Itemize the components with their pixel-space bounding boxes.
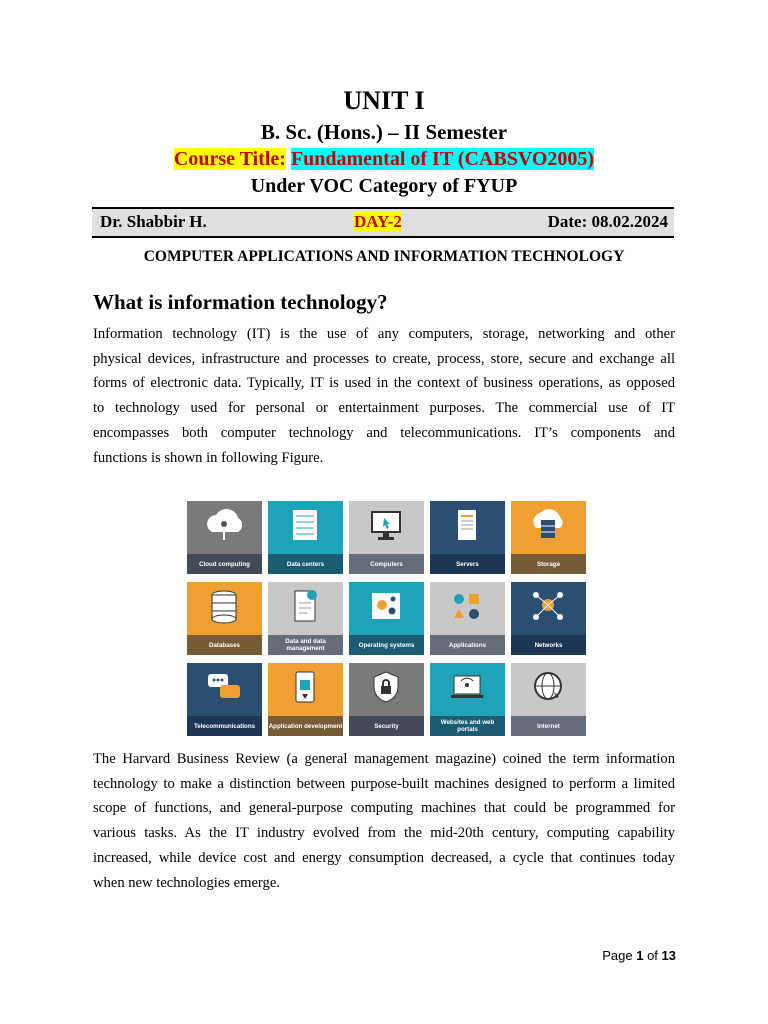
paragraph-intro bbox=[93, 322, 675, 470]
figure-tile bbox=[268, 501, 343, 574]
shield-lock-icon bbox=[366, 668, 406, 706]
tile-caption: Databases bbox=[209, 641, 240, 649]
network-icon bbox=[528, 587, 568, 625]
tile-caption: Data and data management bbox=[285, 638, 326, 652]
figure-tile bbox=[187, 582, 262, 655]
figure-tile bbox=[511, 501, 586, 574]
tile-caption: Operating systems bbox=[358, 641, 415, 649]
tile-caption: Networks bbox=[534, 641, 563, 649]
paragraph-line: encompasses both computer technology and telecommunications. IT’s components and bbox=[93, 424, 675, 441]
tile-caption: Storage bbox=[536, 560, 561, 568]
it-components-figure bbox=[185, 499, 583, 739]
paragraph-line: physical devices, infrastructure and processes to create, process, store, secure and exchange all bbox=[93, 350, 675, 367]
figure-tile bbox=[430, 582, 505, 655]
paragraph-history bbox=[93, 747, 675, 895]
date-text: Date: 08.02.2024 bbox=[547, 212, 668, 231]
storage-icon bbox=[528, 506, 568, 544]
tile-caption: Internet bbox=[537, 722, 560, 730]
unit-title: UNIT I bbox=[343, 86, 425, 115]
tile-caption: Servers bbox=[456, 560, 479, 568]
server-icon bbox=[447, 506, 487, 544]
figure-tile bbox=[511, 582, 586, 655]
figure-tile bbox=[187, 663, 262, 736]
course-title-label: Course Title: bbox=[173, 148, 286, 170]
page-of: of bbox=[647, 948, 658, 963]
author-name: Dr. Shabbir H. bbox=[100, 212, 207, 231]
server-rack-icon bbox=[285, 506, 325, 544]
paragraph-line: increased, while device cost and energy consumption decreased, a cycle that continues today bbox=[93, 849, 675, 866]
data-document-icon bbox=[285, 587, 325, 625]
semester-title: B. Sc. (Hons.) – II Semester bbox=[260, 120, 508, 144]
figure-tile bbox=[268, 663, 343, 736]
chat-bubbles-icon bbox=[204, 668, 244, 706]
figure-tile bbox=[349, 663, 424, 736]
tile-caption: Cloud computing bbox=[199, 560, 250, 568]
paragraph-line: to technology used for personal or entertainment purposes. The commercial use of IT bbox=[93, 400, 675, 417]
course-title bbox=[0, 148, 768, 171]
phone-app-icon bbox=[285, 668, 325, 706]
page-number bbox=[602, 948, 676, 963]
laptop-wifi-icon bbox=[447, 668, 487, 706]
page-current: 1 bbox=[636, 948, 644, 963]
paragraph-line: technology to make a distinction between purpose-built machines designed to perform a limited bbox=[93, 775, 675, 792]
tile-caption: Applications bbox=[448, 641, 487, 649]
section-heading: What is information technology? bbox=[93, 290, 388, 314]
tile-caption: Telecommunications bbox=[193, 722, 256, 730]
tile-caption: Data centers bbox=[286, 560, 325, 568]
figure-tile bbox=[349, 501, 424, 574]
database-icon bbox=[204, 587, 244, 625]
paragraph-line: various tasks. As the IT industry evolved from the mid-20th century, computing capability bbox=[93, 825, 675, 842]
paragraph-line: The Harvard Business Review (a general management magazine) coined the term information bbox=[93, 751, 675, 767]
globe-icon bbox=[528, 668, 568, 706]
page-prefix: Page bbox=[602, 948, 633, 963]
paragraph-line: forms of electronic data. Typically, IT is used in the context of business operations, as opposed bbox=[93, 375, 675, 392]
tile-caption: Websites and web portals bbox=[440, 719, 495, 733]
paragraph-line: scope of functions, and general-purpose computing machines that could be programmed for bbox=[93, 800, 675, 817]
page-total: 13 bbox=[661, 948, 676, 963]
paragraph-line: functions is shown in following Figure. bbox=[93, 449, 324, 466]
cloud-icon bbox=[204, 506, 244, 544]
figure-tile bbox=[349, 582, 424, 655]
figure-tile bbox=[430, 501, 505, 574]
figure-tile bbox=[268, 582, 343, 655]
tile-caption: Computers bbox=[370, 560, 403, 568]
tile-caption: Application development bbox=[268, 722, 343, 730]
course-title-value: Fundamental of IT (CABSVO2005) bbox=[290, 148, 595, 170]
monitor-icon bbox=[366, 506, 406, 544]
gears-icon bbox=[366, 587, 406, 625]
info-bar bbox=[92, 207, 674, 238]
paragraph-line: Information technology (IT) is the use of any computers, storage, networking and other bbox=[93, 326, 675, 342]
figure-tile bbox=[511, 663, 586, 736]
apps-icon bbox=[447, 587, 487, 625]
figure-tile bbox=[430, 663, 505, 736]
figure-tile bbox=[187, 501, 262, 574]
category-title: Under VOC Category of FYUP bbox=[250, 175, 518, 197]
day-badge: DAY-2 bbox=[354, 212, 402, 231]
paragraph-line: when new technologies emerge. bbox=[93, 874, 280, 891]
section-title: COMPUTER APPLICATIONS AND INFORMATION TECHNOLOGY bbox=[143, 248, 625, 265]
tile-caption: Security bbox=[374, 722, 399, 730]
